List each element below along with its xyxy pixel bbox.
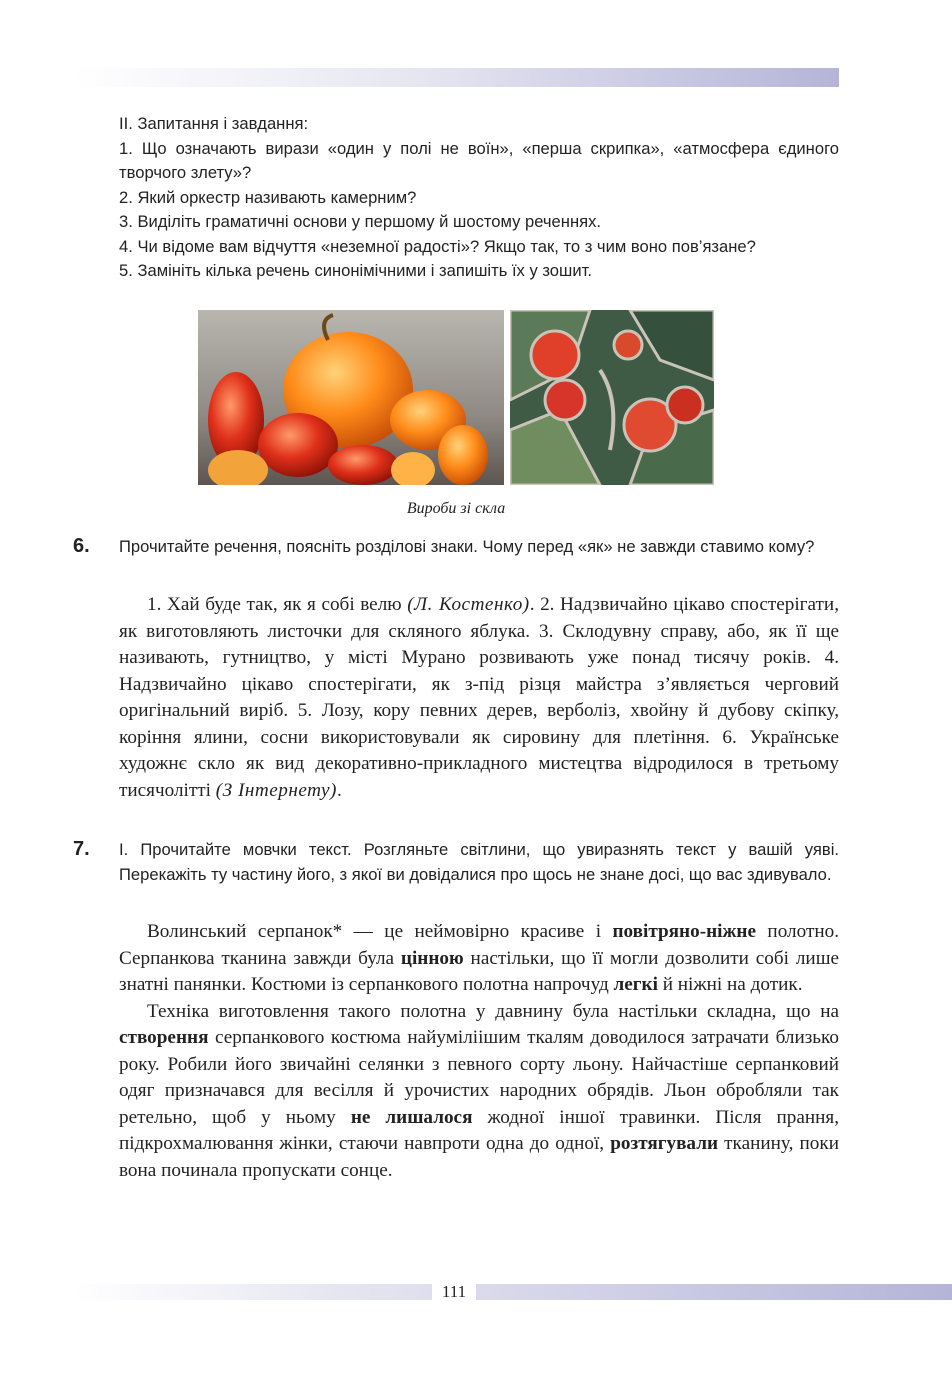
bold-word: легкі — [613, 974, 658, 995]
reading-paragraph — [119, 919, 839, 999]
reading-paragraph — [119, 999, 839, 1185]
reading-text — [119, 919, 839, 1184]
header-band — [73, 68, 839, 87]
source-ref: (Л. Костенко) — [407, 594, 530, 615]
footer-band — [73, 1284, 952, 1300]
text-run: жодної іншої травинки. Після прання, підкрохмалювання жінки, стаючи навпроти одна до одної, — [119, 1106, 839, 1154]
bold-word: створення — [119, 1027, 209, 1048]
question-item: 3. Виділіть граматичні основи у першому й шостому реченнях. — [119, 212, 602, 231]
text-run: й ніжні на дотик. — [657, 974, 803, 995]
task-instruction-text: Прочитайте речення, поясніть розділові знаки. Чому перед «як» не завжди ставимо кому? — [119, 537, 815, 556]
question-item: 1. Що означають вирази «один у полі не воїн», «перша скрипка», «атмосфера єдиного творчого злету»? — [119, 138, 839, 182]
text-run: полотно. Серпанкова тканина завжди була — [119, 921, 839, 969]
page-number: 111 — [432, 1280, 476, 1304]
task-sentences — [119, 592, 839, 804]
sentence-text: . — [336, 779, 342, 801]
task-number: 7. — [73, 838, 90, 860]
text-run: Волинський серпанок* — це неймовірно красиве і — [147, 921, 613, 942]
bold-word: розтягували — [610, 1133, 719, 1154]
text-run: Техніка виготовлення такого полотна у давнину була настільки складна, що на — [147, 1000, 839, 1022]
questions-heading: ІІ. Запитання і завдання: — [119, 114, 309, 133]
text-run: серпанкового костюма найуміліішим ткалям доводилося затрачати близько року. Робили його звичайні селянки з певного сорту льону. Найчастіше серпанковий одяг призначався для весілля й урочистих народних обрядів. Льон обробляли так ретельно, щоб у ньому — [119, 1027, 839, 1128]
task-instruction-text: І. Прочитайте мовчки текст. Розгляньте світлини, що увиразнять текст у вашій уяві. Перекажіть ту частину його, з якої ви довідалися про щось не знане досі, що вас здивувало. — [119, 840, 839, 884]
glass-photos — [198, 310, 714, 485]
task-number: 6. — [73, 535, 90, 557]
text-run: тканину, поки вона починала пропускати сонце. — [119, 1133, 839, 1181]
bold-word: цінною — [400, 947, 464, 969]
sentences-paragraph — [119, 592, 839, 804]
questions-block — [119, 112, 839, 284]
sentence-text: 1. Хай буде так, як я собі велю — [147, 594, 408, 615]
source-ref: (З Інтернету) — [215, 779, 337, 801]
bold-word: повітряно-ніжне — [612, 921, 756, 942]
task-instruction — [119, 535, 839, 560]
sentence-text: . 2. Надзвичайно цікаво спостерігати, як виготовляють листочки для скляного яблука. 3. Склодувну справу, або, як її ще називають, гутництво, у місті Мурано розвивають уже понад тисячу років. 4. Надзвичайно цікаво спостерігати, як з-під різця майстра з’являється черговий оригінальний виріб. 5. Лозу, кору певних дерев, верболіз, хвойну й дубову скіпку, коріння ялини, сосни використовували як сировину для плетіння. 6. Українське художнє скло як вид декоративно-прикладного мистецтва відродилося в третьому тисячолітті — [119, 594, 839, 801]
stained-glass-photo — [510, 310, 714, 485]
question-item: 5. Замініть кілька речень синонімічними і запишіть їх у зошит. — [119, 261, 592, 280]
question-item: 4. Чи відоме вам відчуття «неземної радості»? Якщо так, то з чим воно пов’язане? — [119, 236, 756, 256]
figure-caption: Вироби зі скла — [406, 500, 506, 517]
bold-word: не лишалося — [350, 1106, 473, 1128]
question-item: 2. Який оркестр називають камерним? — [119, 187, 417, 207]
text-run: настільки, що її могли дозволити собі лише знатні панянки. Костюми із серпанкового полотна напрочуд — [119, 947, 839, 995]
glass-pumpkins-photo — [198, 310, 504, 485]
task-instruction — [119, 838, 839, 887]
